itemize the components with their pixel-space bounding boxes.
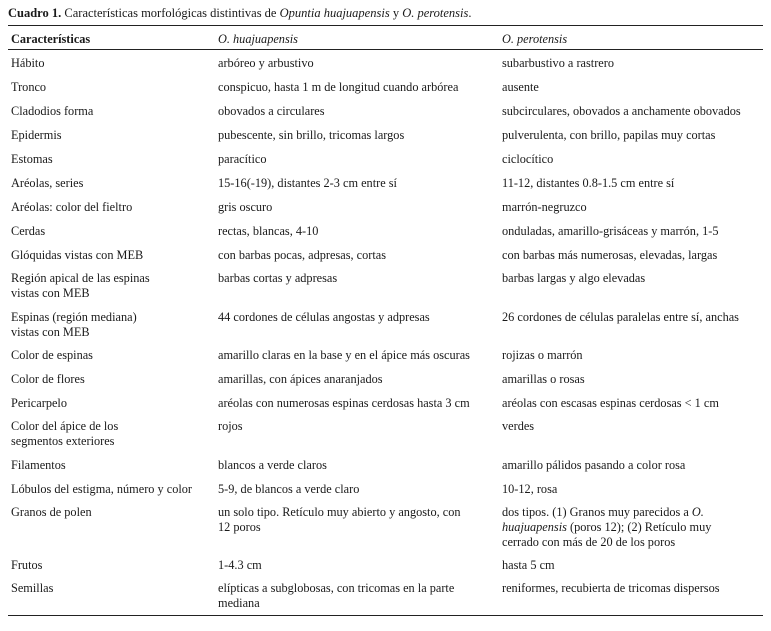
- row-huajuapensis: blancos a verde claros: [218, 458, 327, 472]
- header-rule: [8, 49, 763, 50]
- row-label: Epidermis: [11, 128, 62, 142]
- row-label: Semillas: [11, 581, 54, 595]
- pollen-text-1: dos tipos. (1) Granos muy parecidos a: [502, 505, 692, 519]
- row-huajuapensis: un solo tipo. Retículo muy abierto y angosto, con 12 poros: [218, 505, 461, 534]
- row-perotensis: rojizas o marrón: [502, 348, 583, 362]
- caption-period: .: [468, 6, 472, 20]
- row-perotensis: 10-12, rosa: [502, 482, 558, 496]
- row-perotensis: marrón-negruzco: [502, 200, 587, 214]
- row-label: Cerdas: [11, 224, 46, 238]
- row-label: Frutos: [11, 558, 43, 572]
- top-rule: [8, 25, 763, 26]
- row-huajuapensis: 15-16(-19), distantes 2-3 cm entre sí: [218, 176, 397, 190]
- row-huajuapensis: aréolas con numerosas espinas cerdosas hasta 3 cm: [218, 396, 470, 410]
- row-perotensis: 11-12, distantes 0.8-1.5 cm entre sí: [502, 176, 675, 190]
- row-perotensis: pulverulenta, con brillo, papilas muy cortas: [502, 128, 716, 142]
- row-label: Tronco: [11, 80, 47, 94]
- row-perotensis: aréolas con escasas espinas cerdosas < 1 cm: [502, 396, 719, 410]
- row-perotensis: subarbustivo a rastrero: [502, 56, 615, 70]
- row-huajuapensis: con barbas pocas, adpresas, cortas: [218, 248, 386, 262]
- row-perotensis: subcirculares, obovados a anchamente obovados: [502, 104, 741, 118]
- row-huajuapensis: conspicuo, hasta 1 m de longitud cuando arbórea: [218, 80, 459, 94]
- row-huajuapensis: pubescente, sin brillo, tricomas largos: [218, 128, 405, 142]
- row-huajuapensis: amarillo claras en la base y en el ápice más oscuras: [218, 348, 470, 362]
- row-label: Región apical de las espinas vistas con MEB: [11, 271, 150, 300]
- row-label: Lóbulos del estigma, número y color: [11, 482, 193, 496]
- bottom-rule: [8, 615, 763, 616]
- row-label: Glóquidas vistas con MEB: [11, 248, 144, 262]
- caption-conjunction: y: [389, 6, 403, 20]
- row-label: Hábito: [11, 56, 45, 70]
- table-caption: [8, 6, 472, 21]
- row-perotensis: reniformes, recubierta de tricomas dispersos: [502, 581, 720, 595]
- row-perotensis: barbas largas y algo elevadas: [502, 271, 646, 285]
- row-perotensis: ausente: [502, 80, 539, 94]
- pollen-text-2: (poros 12); (2) Retículo muy cerrado con más de 20 de los poros: [502, 520, 712, 549]
- row-label: Cladodios forma: [11, 104, 94, 118]
- row-label: Aréolas, series: [11, 176, 84, 190]
- caption-species-1: Opuntia huajuapensis: [279, 6, 390, 20]
- row-perotensis: 26 cordones de células paralelas entre sí, anchas: [502, 310, 739, 324]
- header-characteristics: Características: [11, 32, 91, 46]
- row-label: Filamentos: [11, 458, 66, 472]
- row-huajuapensis: arbóreo y arbustivo: [218, 56, 314, 70]
- row-label: Color de espinas: [11, 348, 93, 362]
- pollen-species: O. huajuapensis: [502, 505, 704, 534]
- row-huajuapensis: paracítico: [218, 152, 267, 166]
- row-huajuapensis: gris oscuro: [218, 200, 273, 214]
- row-huajuapensis: 5-9, de blancos a verde claro: [218, 482, 360, 496]
- row-perotensis: onduladas, amarillo-grisáceas y marrón, 1-5: [502, 224, 719, 238]
- row-perotensis: verdes: [502, 419, 535, 433]
- row-huajuapensis: 1-4.3 cm: [218, 558, 262, 572]
- row-huajuapensis: barbas cortas y adpresas: [218, 271, 338, 285]
- row-label: Granos de polen: [11, 505, 92, 519]
- row-perotensis: ciclocítico: [502, 152, 554, 166]
- caption-label: Cuadro 1.: [8, 6, 62, 20]
- row-perotensis: con barbas más numerosas, elevadas, largas: [502, 248, 718, 262]
- row-huajuapensis: obovados a circulares: [218, 104, 325, 118]
- row-label: Color de flores: [11, 372, 85, 386]
- row-perotensis: hasta 5 cm: [502, 558, 555, 572]
- row-label: Pericarpelo: [11, 396, 67, 410]
- header-perotensis: O. perotensis: [502, 32, 568, 46]
- row-label: Aréolas: color del fieltro: [11, 200, 133, 214]
- row-perotensis: amarillo pálidos pasando a color rosa: [502, 458, 686, 472]
- header-huajuapensis: O. huajuapensis: [218, 32, 298, 46]
- row-huajuapensis: amarillas, con ápices anaranjados: [218, 372, 383, 386]
- row-label: Estomas: [11, 152, 53, 166]
- row-label: Espinas (región mediana) vistas con MEB: [11, 310, 137, 339]
- row-huajuapensis: 44 cordones de células angostas y adpresas: [218, 310, 430, 324]
- row-huajuapensis: rojos: [218, 419, 243, 433]
- row-huajuapensis: elípticas a subglobosas, con tricomas en la parte mediana: [218, 581, 455, 610]
- row-huajuapensis: rectas, blancas, 4-10: [218, 224, 319, 238]
- caption-text: Características morfológicas distintivas de: [61, 6, 280, 20]
- row-perotensis: amarillas o rosas: [502, 372, 585, 386]
- row-perotensis-pollen: [502, 505, 742, 550]
- row-label: Color del ápice de los segmentos exteriores: [11, 419, 119, 448]
- caption-species-2: O. perotensis: [402, 6, 469, 20]
